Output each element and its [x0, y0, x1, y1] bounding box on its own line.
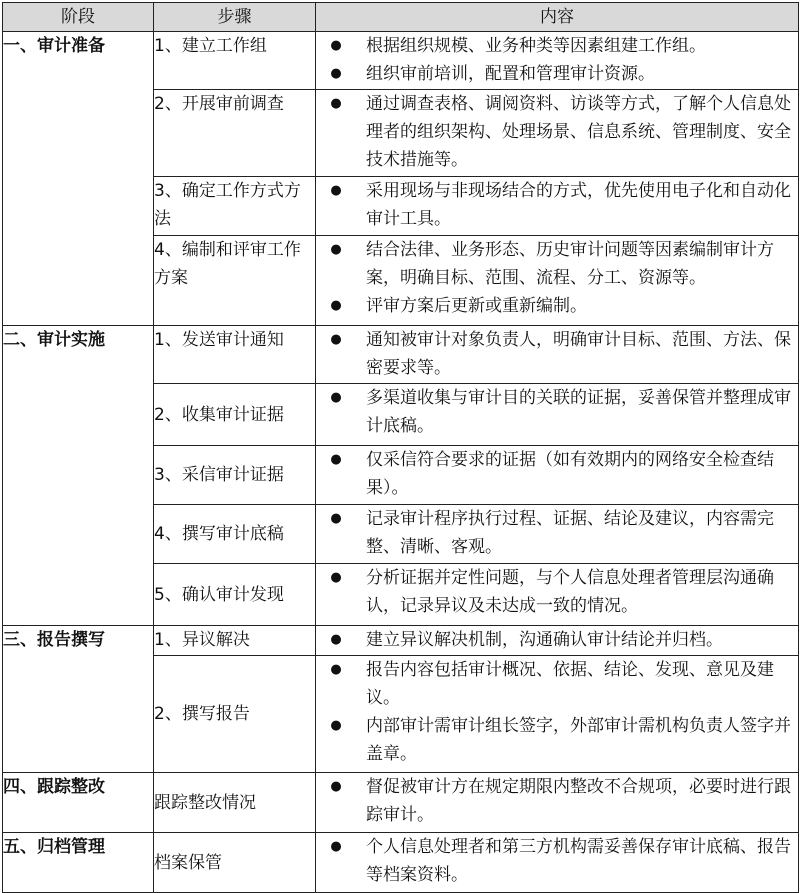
bullet-icon: ● — [330, 38, 342, 53]
bullet-icon: ● — [330, 632, 342, 647]
header-step: 步骤 — [154, 3, 316, 32]
step-cell: 5、确认审计发现 — [154, 564, 316, 626]
content-cell — [316, 564, 799, 626]
step-cell: 2、开展审前调查 — [154, 90, 316, 177]
list-item: ● 记录审计程序执行过程、证据、结论及建议，内容需完整、清晰、客观。 — [316, 505, 798, 561]
step-cell: 3、确定工作方式方法 — [154, 177, 316, 236]
content-cell — [316, 656, 799, 773]
content-cell — [316, 446, 799, 505]
header-content: 内容 — [316, 3, 799, 32]
bullet-icon: ● — [330, 332, 342, 347]
table-row — [3, 32, 799, 90]
step-cell: 档案保管 — [154, 833, 316, 893]
list-item: ● 报告内容包括审计概况、依据、结论、发现、意见及建议。 — [316, 656, 798, 712]
bullet-icon: ● — [330, 570, 342, 585]
list-item: ● 评审方案后更新或重新编制。 — [316, 292, 798, 320]
bullet-icon: ● — [330, 242, 342, 257]
header-stage: 阶段 — [3, 3, 154, 32]
table-row — [3, 833, 799, 893]
table-row — [3, 626, 799, 656]
content-cell — [316, 177, 799, 236]
stage-cell: 二、审计实施 — [3, 326, 154, 626]
list-item: ● 个人信息处理者和第三方机构需妥善保存审计底稿、报告等档案资料。 — [316, 833, 798, 889]
list-item: ● 督促被审计方在规定期限内整改不合规项，必要时进行跟踪审计。 — [316, 773, 798, 829]
list-item: ● 组织审前培训，配置和管理审计资源。 — [316, 60, 798, 88]
list-item: ● 内部审计需审计组长签字，外部审计需机构负责人签字并盖章。 — [316, 712, 798, 768]
bullet-icon: ● — [330, 96, 342, 111]
step-cell: 跟踪整改情况 — [154, 773, 316, 833]
stage-cell: 三、报告撰写 — [3, 626, 154, 773]
list-item: ● 分析证据并定性问题，与个人信息处理者管理层沟通确认，记录异议及未达成一致的情况。 — [316, 564, 798, 620]
content-cell — [316, 384, 799, 446]
bullet-icon: ● — [330, 452, 342, 467]
list-item: ● 采用现场与非现场结合的方式，优先使用电子化和自动化审计工具。 — [316, 177, 798, 233]
step-cell: 4、撰写审计底稿 — [154, 505, 316, 564]
bullet-icon: ● — [330, 662, 342, 677]
list-item: ● 通过调查表格、调阅资料、访谈等方式，了解个人信息处理者的组织架构、处理场景、信息系统、管理制度、安全技术措施等。 — [316, 90, 798, 174]
step-cell: 2、撰写报告 — [154, 656, 316, 773]
step-cell: 3、采信审计证据 — [154, 446, 316, 505]
bullet-icon: ● — [330, 839, 342, 854]
content-cell — [316, 236, 799, 326]
step-cell: 1、异议解决 — [154, 626, 316, 656]
list-item: ● 多渠道收集与审计目的关联的证据，妥善保管并整理成审计底稿。 — [316, 384, 798, 440]
header-row — [3, 3, 799, 32]
bullet-icon: ● — [330, 183, 342, 198]
stage-cell: 一、审计准备 — [3, 32, 154, 326]
content-cell — [316, 32, 799, 90]
step-cell: 2、收集审计证据 — [154, 384, 316, 446]
stage-cell: 五、归档管理 — [3, 833, 154, 893]
content-cell — [316, 90, 799, 177]
content-cell — [316, 326, 799, 384]
step-cell: 4、编制和评审工作方案 — [154, 236, 316, 326]
audit-process-table — [2, 2, 799, 893]
step-cell: 1、建立工作组 — [154, 32, 316, 90]
bullet-icon: ● — [330, 779, 342, 794]
table-row — [3, 326, 799, 384]
bullet-icon: ● — [330, 718, 342, 733]
content-cell — [316, 626, 799, 656]
step-cell: 1、发送审计通知 — [154, 326, 316, 384]
list-item: ● 结合法律、业务形态、历史审计问题等因素编制审计方案，明确目标、范围、流程、分工、资源等。 — [316, 236, 798, 292]
stage-cell: 四、跟踪整改 — [3, 773, 154, 833]
bullet-icon: ● — [330, 298, 342, 313]
list-item: ● 仅采信符合要求的证据（如有效期内的网络安全检查结果）。 — [316, 446, 798, 502]
list-item: ● 建立异议解决机制，沟通确认审计结论并归档。 — [316, 626, 798, 654]
content-cell — [316, 505, 799, 564]
table-row — [3, 773, 799, 833]
list-item: ● 通知被审计对象负责人，明确审计目标、范围、方法、保密要求等。 — [316, 326, 798, 382]
bullet-icon: ● — [330, 390, 342, 405]
bullet-icon: ● — [330, 66, 342, 81]
bullet-icon: ● — [330, 511, 342, 526]
list-item: ● 根据组织规模、业务种类等因素组建工作组。 — [316, 32, 798, 60]
content-cell — [316, 773, 799, 833]
content-cell — [316, 833, 799, 893]
